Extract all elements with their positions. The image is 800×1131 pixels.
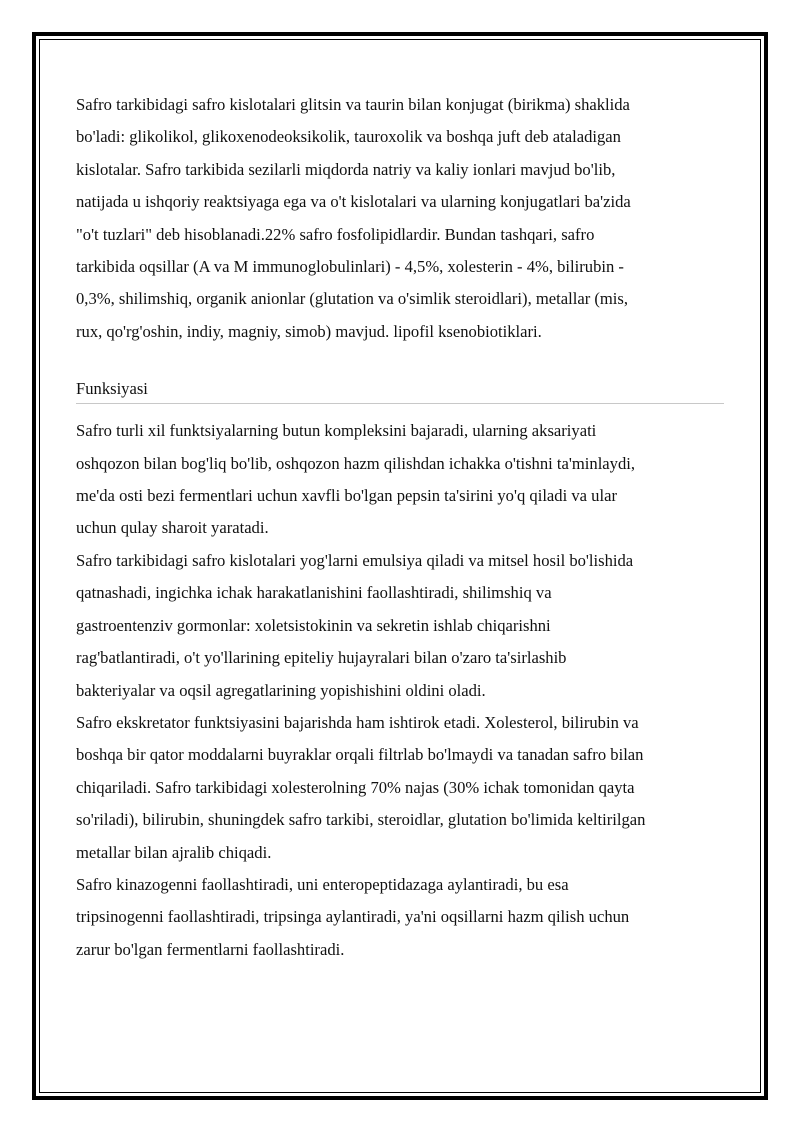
text-line: oshqozon bilan bog'liq bo'lib, oshqozon hazm qilishdan ichakka o'tishni ta'minlaydi,	[76, 453, 636, 473]
text-line: me'da osti bezi fermentlari uchun xavfli bo'lgan pepsin ta'sirini yo'q qiladi va ular	[76, 486, 617, 506]
heading-underline	[76, 403, 724, 404]
paragraph-functions	[76, 415, 736, 966]
text-line: zarur bo'lgan fermentlarni faollashtiradi.	[76, 939, 345, 959]
text-line: Safro turli xil funktsiyalarning butun kompleksini bajaradi, ularning aksariyati	[76, 421, 597, 441]
text-line: rux, qo'rg'oshin, indiy, magniy, simob) mavjud. lipofil ksenobiotiklari.	[76, 321, 542, 341]
text-line: qatnashadi, ingichka ichak harakatlanishini faollashtiradi, shilimshiq va	[76, 583, 552, 603]
text-line: natijada u ishqoriy reaktsiyaga ega va o't kislotalari va ularning konjugatlari ba'zida	[76, 192, 631, 212]
text-line: Safro kinazogenni faollashtiradi, uni enteropeptidazaga aylantiradi, bu esa	[76, 874, 569, 894]
text-line: kislotalar. Safro tarkibida sezilarli miqdorda natriy va kaliy ionlari mavjud bo'lib,	[76, 159, 616, 179]
text-line: rag'batlantiradi, o't yo'llarining epiteliy hujayralari bilan o'zaro ta'sirlashib	[76, 648, 567, 668]
text-line: uchun qulay sharoit yaratadi.	[76, 518, 269, 538]
text-line: Safro ekskretator funktsiyasini bajarishda ham ishtirok etadi. Xolesterol, bilirubin va	[76, 712, 639, 732]
section-heading	[76, 375, 736, 403]
text-line: metallar bilan ajralib chiqadi.	[76, 842, 272, 862]
text-line: Safro tarkibidagi safro kislotalari yog'larni emulsiya qiladi va mitsel hosil bo'lishida	[76, 550, 634, 570]
text-line: tarkibida oqsillar (A va M immunoglobulinlari) - 4,5%, xolesterin - 4%, bilirubin -	[76, 257, 624, 277]
text-line: Safro tarkibidagi safro kislotalari glitsin va taurin bilan konjugat (birikma) shaklida	[76, 95, 630, 114]
paragraph-composition	[76, 89, 736, 348]
text-line: "o't tuzlari" deb hisoblanadi.22% safro fosfolipidlardir. Bundan tashqari, safro	[76, 224, 595, 244]
text-line: so'riladi), bilirubin, shuningdek safro tarkibi, steroidlar, glutation bo'limida keltirilgan	[76, 810, 646, 830]
text-line: gastroentenziv gormonlar: xoletsistokinin va sekretin ishlab chiqarishni	[76, 615, 551, 635]
text-line: boshqa bir qator moddalarni buyraklar orqali filtrlab bo'lmaydi va tanadan safro bilan	[76, 745, 644, 765]
text-line: 0,3%, shilimshiq, organik anionlar (glutation va o'simlik steroidlari), metallar (mis,	[76, 289, 629, 309]
text-line: bo'ladi: glikolikol, glikoxenodeoksikolik, tauroxolik va boshqa juft deb ataladigan	[76, 127, 621, 147]
section-heading-text: Funksiyasi	[76, 379, 148, 399]
document-body	[76, 89, 736, 966]
text-line: chiqariladi. Safro tarkibidagi xolesterolning 70% najas (30% ichak tomonidan qayta	[76, 777, 635, 797]
text-line: bakteriyalar va oqsil agregatlarining yopishishini oldini oladi.	[76, 680, 486, 700]
text-line: tripsinogenni faollashtiradi, tripsinga aylantiradi, ya'ni oqsillarni hazm qilish uchun	[76, 907, 630, 927]
